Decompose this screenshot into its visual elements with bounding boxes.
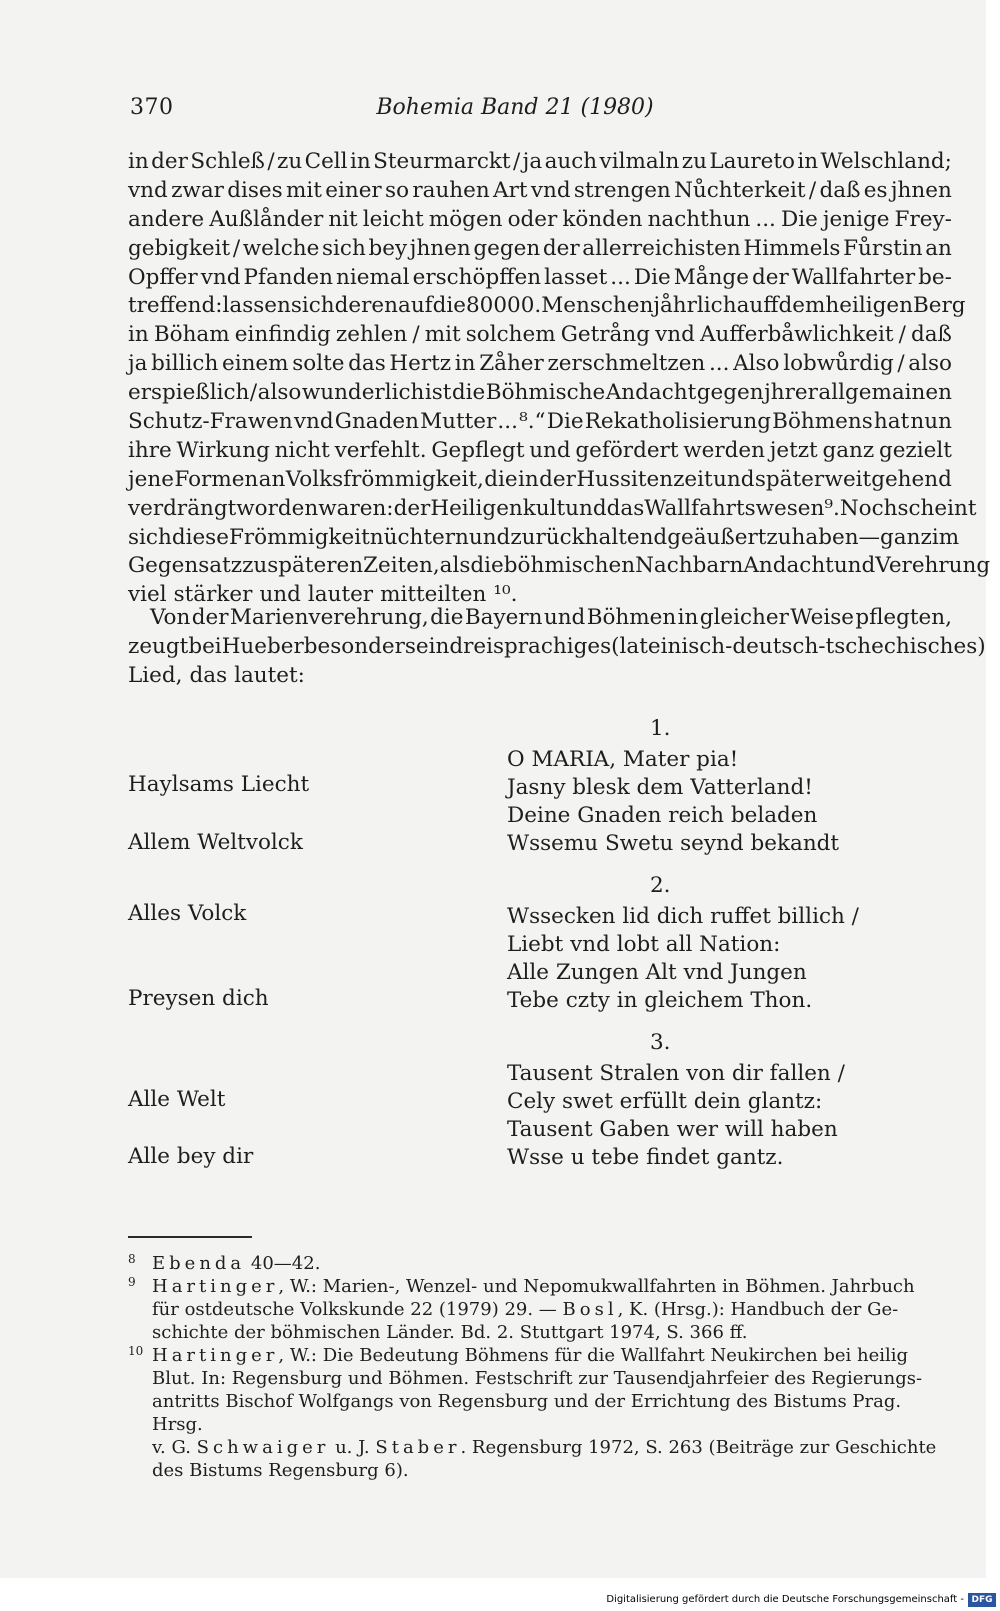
verse-2-line-2: Liebt vnd lobt all Nation:	[507, 932, 781, 957]
verse-number-3: 3.	[650, 1030, 671, 1055]
footnote-text: des Bistums Regensburg 6).	[152, 1460, 409, 1481]
footnote-text: antritts Bischof Wolfgangs von Regensburg und der Errichtung des Bistums Prag. Hrsg.	[152, 1391, 902, 1435]
footnote-9	[128, 1275, 952, 1344]
running-title	[0, 95, 1000, 120]
footnote-author: Hartinger	[152, 1345, 279, 1366]
footnote-mark: 10	[128, 1344, 144, 1358]
footnote-author: Ebenda	[152, 1253, 246, 1274]
footnote-author: Hartinger	[152, 1276, 279, 1297]
footnote-text: schichte der böhmischen Länder. Bd. 2. Stuttgart 1974, S. 366 ff.	[152, 1322, 748, 1343]
footnote-text: , W.: Die Bedeutung Böhmens für die Wallfahrt Neukirchen bei heilig	[278, 1345, 909, 1366]
text-line: ihre Wirkung nicht verfehlt. Gepflegt und gefördert werden jetzt ganz gezielt	[128, 437, 952, 463]
page-number: 370	[130, 95, 174, 120]
text-line: treffend: lassen sich deren auf die 80 000. Menschen jåhrlich auff dem heiligen Berg	[128, 293, 966, 319]
gloss-4: Preysen dich	[128, 986, 269, 1011]
footnote-10	[128, 1344, 952, 1482]
verse-1-line-1: O MARIA, Mater pia!	[507, 747, 739, 772]
verse-3-line-4: Wsse u tebe findet gantz.	[507, 1145, 784, 1170]
text-line: gebigkeit / welche sich bey jhnen gegen der allerreichisten Himmels Fůrstin an	[128, 235, 952, 261]
footnote-text: . Regensburg 1972, S. 263 (Beiträge zur Geschichte	[460, 1437, 937, 1458]
gloss-2: Allem Weltvolck	[128, 830, 303, 855]
verse-1-line-4: Wssemu Swetu seynd bekandt	[507, 831, 840, 856]
footnote-mark: 9	[128, 1275, 136, 1289]
text-line: andere Außlånder nit leicht mögen oder könden nachthun ... Die jenige Frey-	[128, 206, 952, 232]
footnote-text: für ostdeutsche Volkskunde 22 (1979) 29. —	[152, 1299, 563, 1320]
text-line: Lied, das lautet:	[128, 662, 305, 688]
footnotes	[128, 1252, 952, 1482]
footnote-text: 40—42.	[250, 1253, 321, 1274]
text-line: Schutz-Frawen vnd Gnaden Mutter ... ⁸.“ Die Rekatholisierung Böhmens hat nun	[128, 409, 952, 435]
verse-3-line-3: Tausent Gaben wer will haben	[507, 1117, 838, 1142]
verse-2-line-3: Alle Zungen Alt vnd Jungen	[507, 960, 807, 985]
text-line: zeugt bei Hueber besonders ein dreisprachiges (lateinisch-deutsch-tschechisches)	[128, 633, 986, 659]
text-line: verdrängt worden waren: der Heiligenkult und das Wallfahrtswesen ⁹. Noch scheint	[128, 495, 977, 521]
text-line: in Böham einfindig zehlen / mit solchem Getrång vnd Aufferbåwlichkeit / daß	[128, 322, 952, 348]
dfg-logo: DFG	[968, 1593, 996, 1607]
footnote-text: , W.: Marien-, Wenzel- und Nepomukwallfahrten in Böhmen. Jahrbuch	[278, 1276, 915, 1297]
text-line: jene Formen an Volksfrömmigkeit, die in der Hussitenzeit und später weitgehend	[128, 466, 952, 492]
verse-3-line-2: Cely swet erfüllt dein glantz:	[507, 1089, 823, 1114]
paragraph-1	[128, 148, 991, 610]
text-line: in der Schleß / zu Cell in Steurmarckt / ja auch vilmaln zu Laureto in Welschland;	[128, 149, 952, 174]
verse-3-line-1: Tausent Stralen von dir fallen /	[507, 1061, 845, 1086]
verse-2-line-1: Wssecken lid dich ruffet billich /	[507, 904, 859, 929]
footnote-text: v. G.	[152, 1437, 197, 1458]
footnote-8	[128, 1252, 952, 1275]
text-line: Gegensatz zu späteren Zeiten, als die böhmischen Nachbarn Andacht und Verehrung	[128, 553, 991, 579]
paragraph-2	[128, 604, 986, 691]
text-line: viel stärker und lauter mitteilten ¹⁰.	[128, 582, 518, 608]
footnote-text: u. J.	[329, 1437, 376, 1458]
footnote-mark: 8	[128, 1252, 136, 1266]
text-line: ja billich einem solte das Hertz in Zåher zerschmeltzen ... Also lobwůrdig / also	[128, 351, 952, 377]
verse-1-line-2: Jasny blesk dem Vatterland!	[507, 775, 813, 800]
gloss-1: Haylsams Liecht	[128, 772, 310, 797]
footnote-author: Staber	[375, 1437, 461, 1458]
text-line: Von der Marienverehrung, die Bayern und Böhmen in gleicher Weise pflegten,	[150, 605, 952, 630]
text-line: Opffer vnd Pfanden niemal erschöpffen lasset ... Die Månge der Wallfahrter be-	[128, 264, 952, 290]
footnote-rule	[128, 1236, 252, 1238]
verse-2-line-4: Tebe czty in gleichem Thon.	[507, 988, 813, 1013]
footnote-author: Bosl	[562, 1299, 618, 1320]
gloss-3: Alles Volck	[128, 901, 247, 926]
footnote-text: Blut. In: Regensburg und Böhmen. Festschrift zur Tausendjahrfeier des Regierungs-	[152, 1368, 923, 1389]
running-title-text: Bohemia Band 21 (1980)	[376, 95, 654, 120]
text-line: erspießlich / also wunderlich ist die Böhmische Andacht gegen jhrer allgemainen	[128, 380, 952, 406]
gloss-6: Alle bey dir	[128, 1144, 254, 1169]
verse-number-2: 2.	[650, 873, 671, 898]
footnote-author: Schwaiger	[196, 1437, 330, 1458]
gloss-5: Alle Welt	[128, 1087, 226, 1112]
digitization-notice: Digitalisierung gefördert durch die Deutsche Forschungsgemeinschaft -	[606, 1594, 964, 1605]
text-line: vnd zwar dises mit einer so rauhen Art vnd strengen Nůchterkeit / daß es jhnen	[128, 177, 952, 203]
text-line: sich diese Frömmigkeit nüchtern und zurückhaltend geäußert zu haben — ganz im	[128, 524, 960, 550]
verse-1-line-3: Deine Gnaden reich beladen	[507, 803, 818, 828]
verse-number-1: 1.	[650, 716, 671, 741]
footnote-text: , K. (Hrsg.): Handbuch der Ge-	[617, 1299, 899, 1320]
